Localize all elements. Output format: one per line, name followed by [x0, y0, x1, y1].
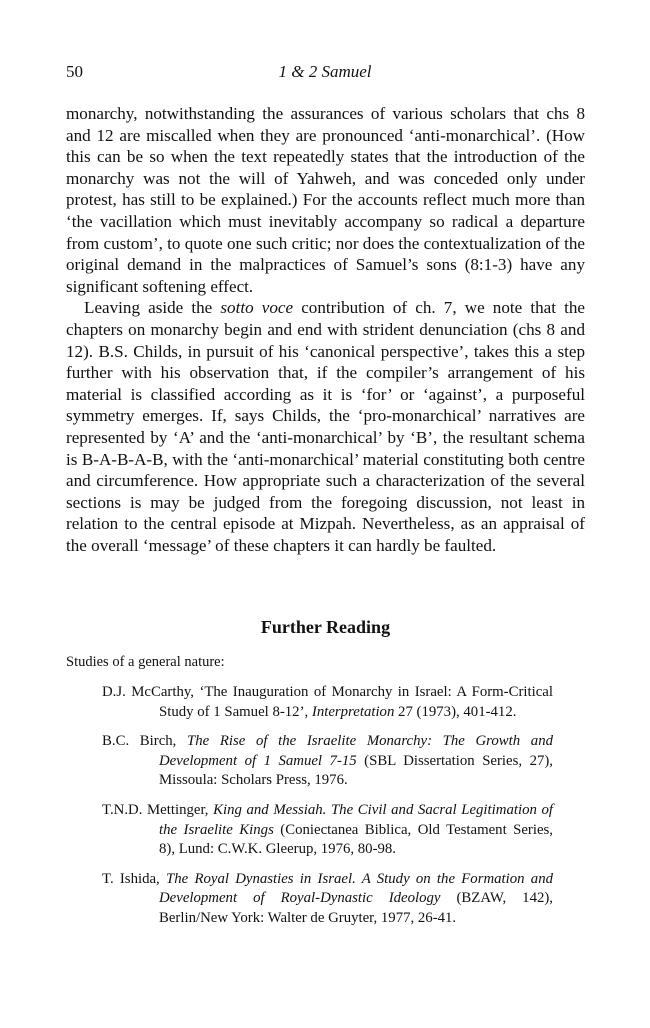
reference-item [102, 801, 553, 860]
reference-italic-title: The Royal Dynasties in Israel. A Study on the Formation and Development of Royal-Dynastic Ideology [159, 870, 553, 907]
reference-item [102, 732, 553, 791]
reference-text: (BZAW, 142), Berlin/New York: Walter de Gruyter, 1977, 26-41. [159, 890, 553, 926]
paragraph-2 [66, 297, 585, 556]
reference-text: ‘The Inauguration of Monarchy in Israel: A Form-Critical Study of 1 Samuel 8-12’, [159, 684, 553, 720]
reference-text: 27 (1973), 401-412. [394, 703, 517, 720]
reference-author: D.J. McCarthy, [102, 684, 200, 700]
page-number: 50 [66, 62, 83, 81]
paragraph-2-text-start: Leaving aside the [84, 298, 221, 318]
reference-text: (SBL Dissertation Series, 27), Missoula: Scholars Press, 1976. [159, 752, 553, 789]
paragraph-2-italic: sotto voce [220, 298, 294, 318]
further-reading-intro: Studies of a general nature: [66, 654, 225, 670]
reference-list [102, 683, 553, 929]
reference-author: B.C. Birch, [102, 733, 188, 750]
running-title: 1 & 2 Samuel [278, 62, 372, 81]
reference-item [102, 683, 553, 722]
reference-italic-title: The Rise of the Israelite Monarchy: The Growth and Development of 1 Samuel 7-15 [159, 733, 554, 769]
reference-author: T. Ishida, [102, 870, 166, 887]
reference-author: T.N.D. Mettinger, [102, 801, 214, 818]
reference-text: (Coniectanea Biblica, Old Testament Series, 8), Lund: C.W.K. Gleerup, 1976, 80-98. [159, 821, 553, 858]
reference-item [102, 870, 553, 929]
body-text [66, 103, 585, 556]
further-reading-heading: Further Reading [260, 617, 391, 637]
page-header [66, 62, 584, 88]
reference-italic-title: Interpretation [311, 703, 395, 720]
paragraph-2-text-end: contribution of ch. 7, we note that the chapters on monarchy begin and end with strident denunciation (chs 8 and 12). B.S. Childs, in pursuit of his ‘canonical perspective’, takes this a step further with his observation that, if the compiler’s arrangement of his material is classified according as it is ‘for’ or ‘against’, a purposeful symmetry emerges. If, says Childs, the ‘pro-monarchical’ narratives are represented by ‘A’ and the ‘anti-monarchical’ by ‘B’, the resultant schema is B-A-B-A-B, with the ‘anti-monarchical’ material constituting both centre and circumference. How appropriate such a characterization of the several sections is may be judged from the foregoing discussion, not least in relation to the central episode at Mizpah. Nevertheless, as an appraisal of the overall ‘message’ of these chapters it can hardly be faulted. [66, 298, 585, 555]
reference-italic-title: King and Messiah. The Civil and Sacral Legitimation of the Israelite Kings [159, 801, 553, 838]
paragraph-1: monarchy, notwithstanding the assurances of various scholars that chs 8 and 12 are miscalled when they are pronounced ‘anti-monarchical’. (How this can be so when the text repeatedly states that the introduction of the monarchy was not the will of Yahweh, and was conceded only under protest, has still to be explained.) For the accounts reflect much more than ‘the vacillation which must inevitably accompany so radical a departure from custom’, to quote one such critic; nor does the contextualization of the original demand in the malpractices of Samuel’s sons (8:1-3) have any significant softening effect. [66, 104, 585, 296]
